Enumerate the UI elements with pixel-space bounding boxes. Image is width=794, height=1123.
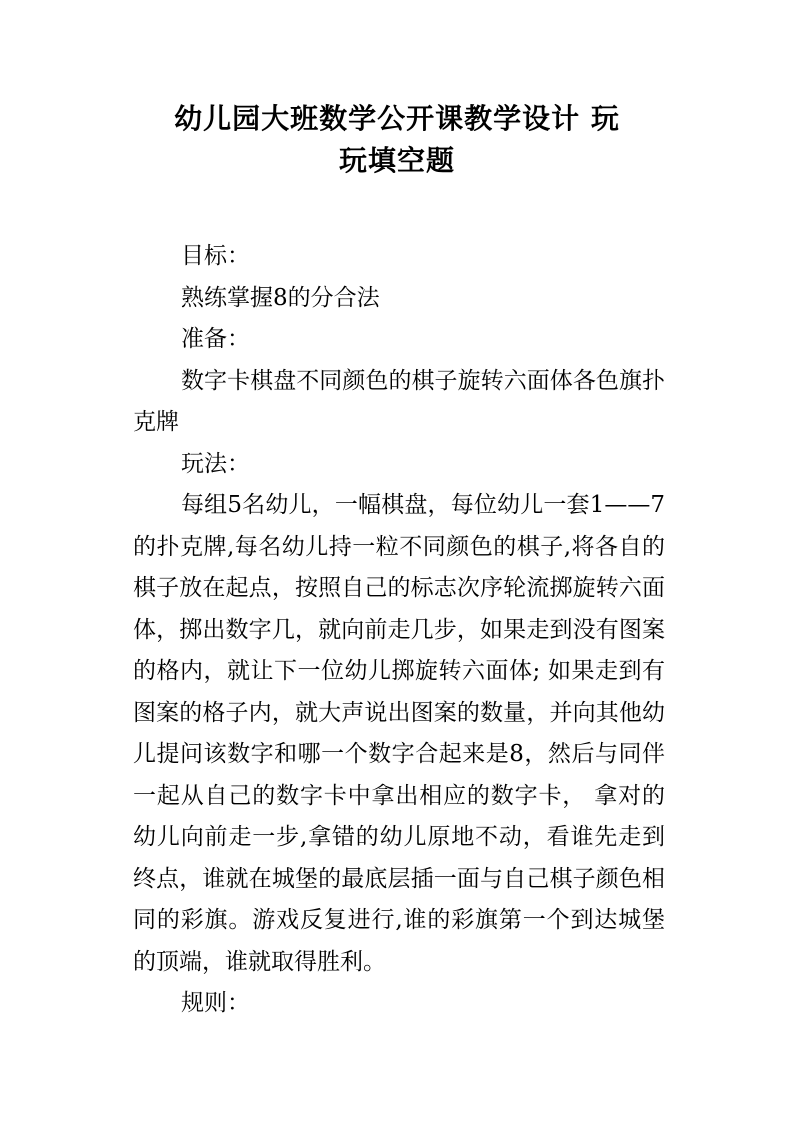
title-line-1: 幼儿园大班数学公开课教学设计 玩 [174, 102, 620, 135]
paragraph-goal-text: 熟练掌握8的分合法 [181, 284, 380, 311]
title-line-2: 玩填空题 [338, 144, 455, 177]
paragraph-preparation-text: 数字卡棋盘不同颜色的棋子旋转六面体各色旗扑克牌 [133, 367, 665, 435]
paragraph-rules-heading: 规则： [181, 990, 250, 1016]
paragraph-goal-heading: 目标： [181, 243, 250, 269]
document-title [120, 98, 674, 182]
document-body [133, 236, 665, 1025]
paragraph-play-text: 每组5名幼儿，一幅棋盘，每位幼儿一套1——7的扑克牌,每名幼儿持一粒不同颜色的棋子,将各自的棋子放在起点，按照自己的标志次序轮流掷旋转六面体，掷出数字几，就向前走几步，如果走到没有图案的格内，就让下一位幼儿掷旋转六面体; 如果走到有图案的格子内，就大声说出图案的数量，并向其他幼儿提问该数字和哪一个数字合起来是8，然后与同伴一起从自己的数字卡中拿出相应的数字卡， 拿对的幼儿向前走一步,拿错的幼儿原地不动，看谁先走到终点，谁就在城堡的最底层插一面与自己棋子颜色相同的彩旗。游戏反复进行,谁的彩旗第一个到达城堡的顶端，谁就取得胜利。 [133, 492, 665, 975]
paragraph-preparation-heading: 准备： [181, 326, 250, 352]
paragraph-play-heading: 玩法： [181, 450, 250, 477]
